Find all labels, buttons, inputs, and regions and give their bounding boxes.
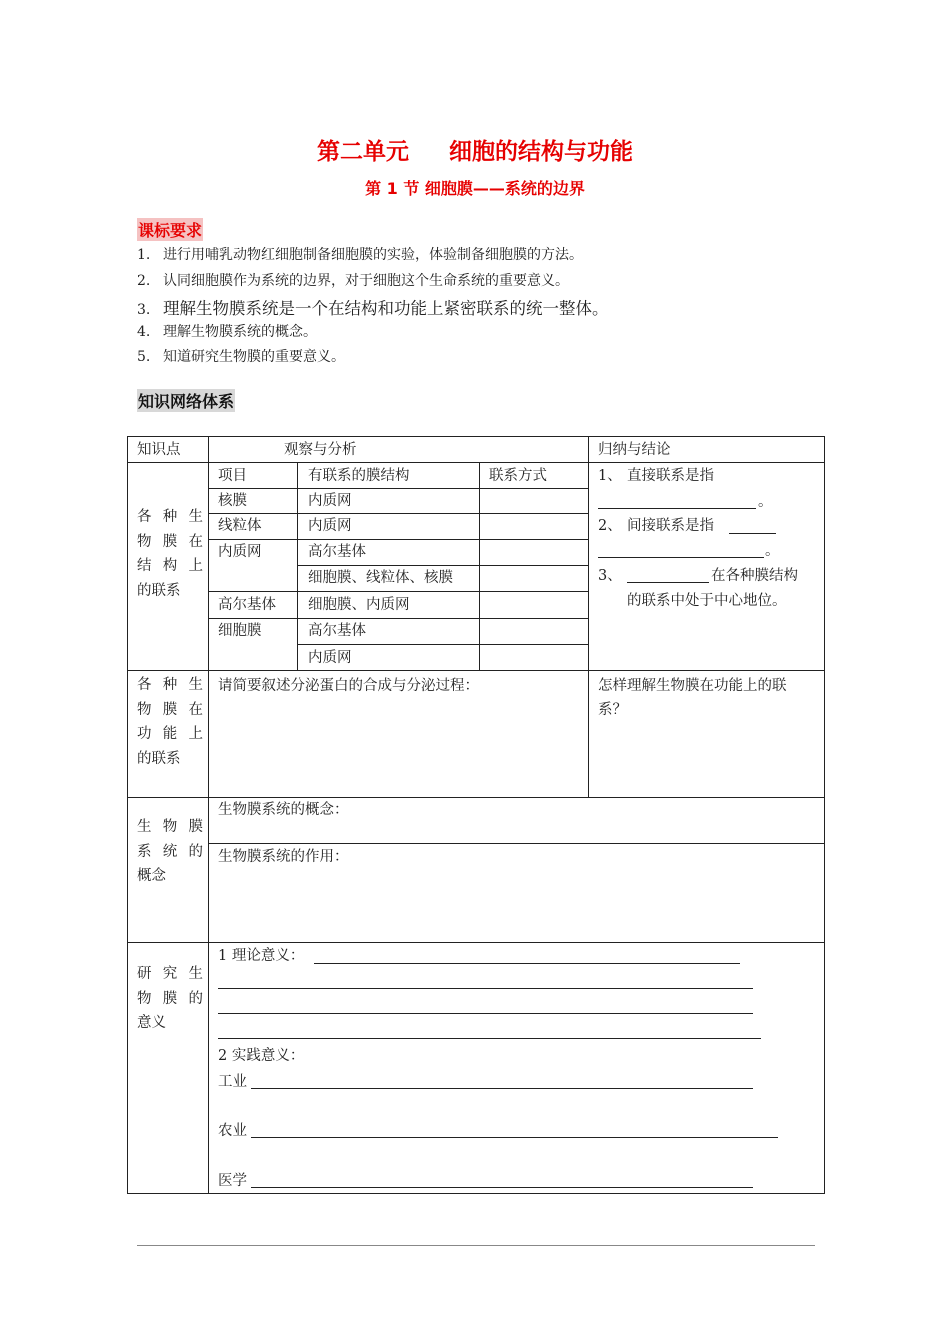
conclusion-3-num: 3、 <box>598 568 622 584</box>
conclusion-2-num: 2、 <box>598 518 622 534</box>
blank-line[interactable] <box>598 508 756 509</box>
page-subtitle: 第 1 节 细胞膜——系统的边界 <box>365 179 585 198</box>
answer-line[interactable] <box>251 1137 778 1138</box>
function-question-line2: 系？ <box>598 702 627 718</box>
footer-divider <box>137 1245 815 1246</box>
table-divider <box>588 436 589 797</box>
conclusion-1-end: 。 <box>758 494 773 510</box>
row-label-structure: 各 种 生 物 膜 在 结 构 上 的联系 <box>137 509 203 599</box>
row-label-concept: 生 物 膜 系 统 的 概念 <box>137 819 203 884</box>
sub-related: 内质网 <box>308 518 352 534</box>
blank-line[interactable] <box>598 557 764 558</box>
answer-line[interactable] <box>218 1013 753 1014</box>
table-divider <box>297 462 298 670</box>
sub-related: 内质网 <box>308 650 352 666</box>
sub-related: 高尔基体 <box>308 623 366 639</box>
subheader-item: 项目 <box>218 468 247 484</box>
table-divider <box>127 670 825 671</box>
medicine-label: 医学 <box>218 1173 247 1189</box>
table-divider <box>127 462 825 463</box>
table-border-bottom <box>127 1193 825 1194</box>
table-divider <box>297 565 588 566</box>
requirement-item: 1. 进行用哺乳动物红细胞制备细胞膜的实验，体验制备细胞膜的方法。 <box>137 247 583 263</box>
table-divider <box>127 797 825 798</box>
subheader-method: 联系方式 <box>489 468 547 484</box>
answer-line[interactable] <box>218 988 753 989</box>
sub-item: 内质网 <box>218 544 262 560</box>
page-title <box>0 133 950 166</box>
sub-item: 核膜 <box>218 493 247 509</box>
sub-item: 线粒体 <box>218 518 262 534</box>
conclusion-1-text: 直接联系是指 <box>627 468 714 484</box>
table-divider <box>127 942 825 943</box>
sub-item: 细胞膜 <box>218 623 262 639</box>
blank-line[interactable] <box>729 533 776 534</box>
sub-related: 细胞膜、内质网 <box>308 597 410 613</box>
table-border-right <box>824 436 825 1194</box>
function-question-line1: 怎样理解生物膜在功能上的联 <box>598 678 787 694</box>
answer-line[interactable] <box>314 963 740 964</box>
function-prompt: 生物膜系统的作用： <box>218 849 349 865</box>
header-point: 知识点 <box>137 442 181 458</box>
row-label-function: 各 种 生 物 膜 在 功 能 上 的联系 <box>137 677 203 767</box>
table-divider <box>208 513 588 514</box>
conclusion-3-line2: 的联系中处于中心地位。 <box>627 593 787 609</box>
table-divider <box>297 644 588 645</box>
theory-label: 1 理论意义： <box>218 948 305 964</box>
table-divider <box>208 539 588 540</box>
industry-label: 工业 <box>218 1074 247 1090</box>
table-divider <box>208 843 825 844</box>
table-divider <box>208 488 588 489</box>
requirements-heading: 课标要求 <box>137 218 203 241</box>
table-divider <box>208 436 209 1194</box>
header-analysis: 观察与分析 <box>284 442 357 458</box>
requirement-item: 5. 知道研究生物膜的重要意义。 <box>137 349 345 365</box>
conclusion-2-end: 。 <box>765 543 780 559</box>
table-divider <box>208 591 588 592</box>
table-divider <box>208 618 588 619</box>
answer-line[interactable] <box>218 1038 761 1039</box>
sub-related: 细胞膜、线粒体、核膜 <box>308 570 453 586</box>
conclusion-2-text: 间接联系是指 <box>627 518 714 534</box>
requirement-item: 4. 理解生物膜系统的概念。 <box>137 324 317 340</box>
answer-line[interactable] <box>251 1187 753 1188</box>
answer-line[interactable] <box>251 1088 753 1089</box>
title-unit: 第二单元 <box>316 139 409 165</box>
concept-prompt: 生物膜系统的概念： <box>218 802 349 818</box>
table-border-left <box>127 436 128 1194</box>
conclusion-3-text: 在各种膜结构 <box>711 568 798 584</box>
sub-item: 高尔基体 <box>218 597 276 613</box>
title-topic: 细胞的结构与功能 <box>449 139 634 165</box>
secretion-prompt: 请简要叙述分泌蛋白的合成与分泌过程： <box>218 678 479 694</box>
requirement-item: 3. 理解生物膜系统是一个在结构和功能上紧密联系的统一整体。 <box>137 299 609 318</box>
agriculture-label: 农业 <box>218 1123 247 1139</box>
table-divider <box>479 462 480 670</box>
header-conclusion: 归纳与结论 <box>598 442 671 458</box>
knowledge-heading: 知识网络体系 <box>137 389 235 412</box>
sub-related: 内质网 <box>308 493 352 509</box>
row-label-significance: 研 究 生 物 膜 的 意义 <box>137 966 203 1031</box>
subheader-related: 有联系的膜结构 <box>308 468 410 484</box>
requirement-item: 2. 认同细胞膜作为系统的边界，对于细胞这个生命系统的重要意义。 <box>137 273 569 289</box>
blank-line[interactable] <box>627 582 709 583</box>
sub-related: 高尔基体 <box>308 544 366 560</box>
conclusion-1-num: 1、 <box>598 468 622 484</box>
table-border-top <box>127 436 825 437</box>
practice-label: 2 实践意义： <box>218 1048 305 1064</box>
